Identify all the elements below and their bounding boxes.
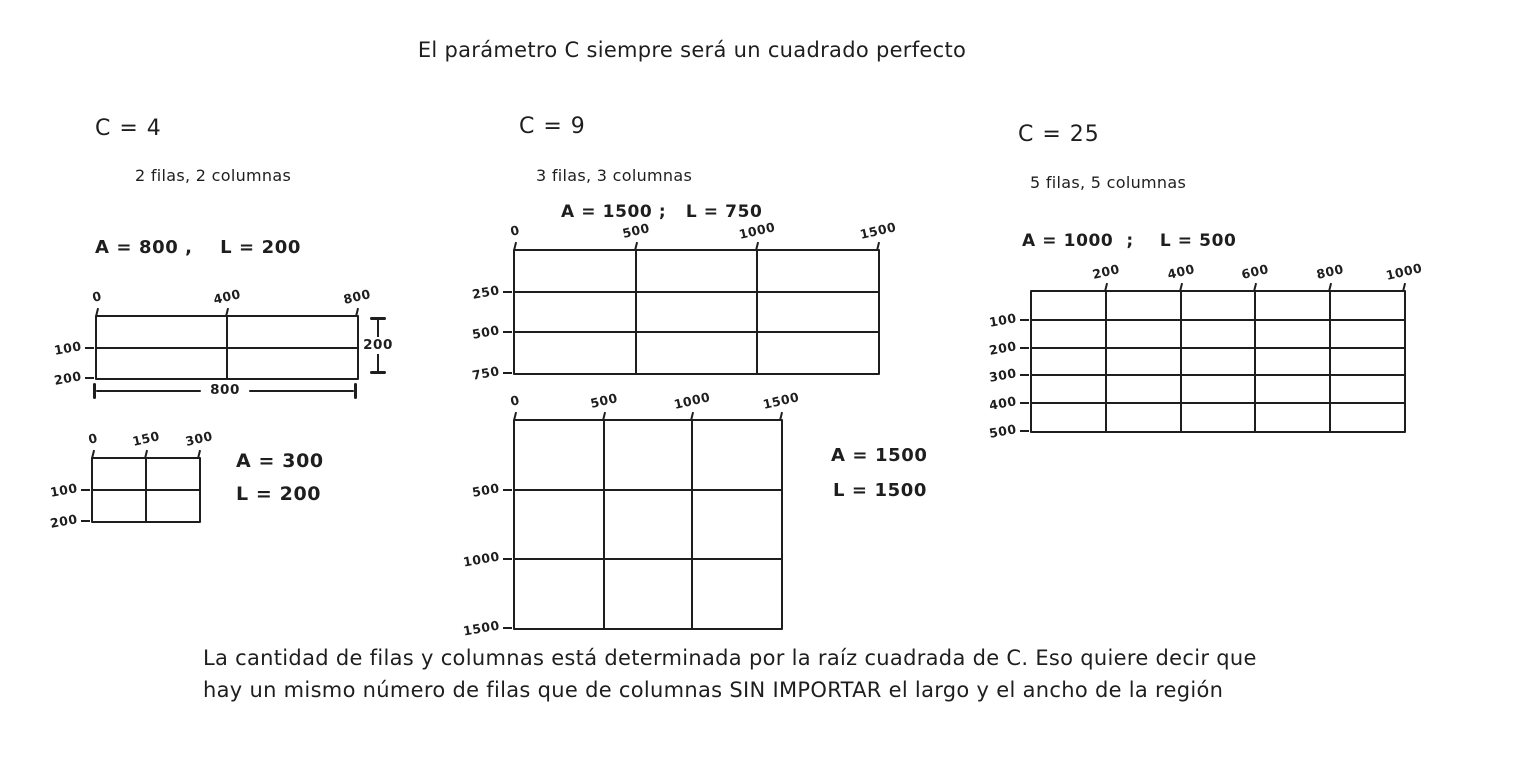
axis-tick: [602, 412, 606, 421]
axis-tick-label: 0: [508, 222, 522, 239]
grid-line-horizontal: [1032, 374, 1404, 376]
grid-line-vertical: [691, 421, 693, 628]
axis-tick: [1179, 283, 1183, 292]
axis-tick-label: 100: [53, 337, 84, 358]
dimension-cap: [354, 383, 357, 399]
grid-line-horizontal: [97, 347, 357, 349]
c4-height-dimension-label: 200: [363, 336, 393, 353]
axis-tick: [755, 242, 759, 251]
axis-tick: [513, 412, 517, 421]
c4-width-dimension-label: 800: [210, 382, 240, 399]
grid-line-horizontal: [515, 558, 781, 560]
grid-line-horizontal: [515, 331, 878, 333]
axis-tick: [95, 308, 99, 317]
axis-tick-label: 1000: [672, 389, 713, 412]
c9-params-label: A = 1500 ; L = 750: [561, 202, 763, 222]
axis-tick: [1020, 402, 1029, 404]
grid-line-vertical: [635, 251, 637, 373]
c25-grid: [988, 260, 1424, 441]
c9-label: C = 9: [519, 114, 586, 139]
c4-rows-cols-label: 2 filas, 2 columnas: [135, 166, 292, 185]
axis-tick: [85, 347, 94, 349]
axis-tick: [91, 450, 95, 459]
c4-main-grid: [53, 286, 373, 388]
axis-tick-label: 200: [53, 368, 84, 388]
axis-tick-label: 0: [86, 430, 100, 447]
axis-tick-label: 100: [49, 480, 80, 500]
axis-tick: [1020, 319, 1029, 321]
axis-tick: [1020, 430, 1029, 432]
axis-tick-label: 200: [1091, 261, 1122, 282]
axis-tick: [1253, 283, 1257, 292]
grid-line-horizontal: [515, 291, 878, 293]
axis-tick: [144, 450, 148, 459]
c4-params-label: A = 800 , L = 200: [95, 237, 301, 258]
axis-tick-label: 500: [988, 421, 1019, 441]
grid-line-vertical: [1105, 292, 1107, 431]
axis-tick-label: 1000: [462, 548, 502, 570]
footer-line-1: La cantidad de filas y columnas está determinada por la raíz cuadrada de C. Eso quiere decir que: [203, 646, 1257, 670]
axis-tick-label: 100: [988, 310, 1019, 330]
axis-tick-label: 600: [1240, 261, 1271, 282]
axis-tick: [355, 308, 359, 317]
axis-tick-label: 150: [130, 428, 162, 449]
axis-tick-label: 400: [1165, 261, 1196, 282]
axis-tick-label: 1000: [1384, 260, 1424, 283]
c4-label: C = 4: [95, 116, 162, 141]
grid-line-vertical: [603, 421, 605, 628]
axis-tick-label: 500: [471, 322, 502, 343]
axis-tick-label: 200: [988, 337, 1019, 358]
axis-tick-label: 0: [508, 392, 522, 409]
grid-line-horizontal: [515, 489, 781, 491]
grid-line-horizontal: [1032, 402, 1404, 404]
c4-small-grid-length-label: L = 200: [236, 483, 322, 505]
grid-line-vertical: [1180, 292, 1182, 431]
c25-params-label: A = 1000 ; L = 500: [1022, 231, 1237, 251]
axis-tick-label: 400: [988, 393, 1019, 413]
axis-tick-label: 500: [471, 480, 502, 500]
c4-small-grid-area-label: A = 300: [236, 450, 324, 472]
c4-width-dimension: [93, 382, 357, 400]
axis-tick: [876, 242, 880, 251]
axis-tick-label: 800: [1314, 261, 1345, 282]
grid-line-vertical: [1329, 292, 1331, 431]
axis-tick: [1020, 347, 1029, 349]
axis-tick-label: 500: [620, 220, 652, 241]
axis-tick-label: 1000: [737, 219, 777, 242]
axis-tick: [225, 308, 229, 317]
axis-tick-label: 500: [588, 390, 619, 411]
axis-tick: [197, 450, 201, 459]
axis-tick: [1328, 283, 1332, 292]
c4-height-dimension: [359, 317, 397, 374]
c9-wide-grid: [471, 219, 898, 383]
page-title: El parámetro C siempre será un cuadrado perfecto: [417, 38, 967, 62]
axis-tick-label: 300: [183, 428, 215, 449]
axis-tick: [503, 331, 512, 333]
axis-tick: [690, 412, 694, 421]
c9-square-grid-area-label: A = 1500: [831, 445, 928, 466]
grid-line-horizontal: [1032, 347, 1404, 349]
axis-tick-label: 800: [341, 286, 373, 307]
dimension-line: [96, 390, 201, 393]
axis-tick-label: 250: [471, 281, 502, 302]
c4-small-grid: [49, 428, 215, 531]
axis-tick-label: 1500: [858, 219, 898, 242]
axis-tick: [503, 291, 512, 293]
axis-tick-label: 200: [49, 511, 80, 531]
axis-tick-label: 750: [471, 363, 502, 383]
axis-tick: [503, 558, 512, 560]
dimension-line: [249, 390, 354, 393]
c25-label: C = 25: [1018, 122, 1100, 147]
axis-tick: [779, 412, 783, 421]
footer-note: [203, 642, 1257, 706]
axis-tick: [85, 377, 94, 379]
axis-tick-label: 400: [211, 286, 243, 307]
axis-tick: [503, 627, 512, 629]
dimension-line: [377, 320, 380, 337]
axis-tick: [634, 242, 638, 251]
axis-tick-label: 1500: [761, 389, 801, 412]
axis-tick-label: 0: [90, 288, 104, 305]
axis-tick-label: 1500: [462, 617, 502, 639]
axis-tick: [81, 489, 90, 491]
grid-line-vertical: [1254, 292, 1256, 431]
axis-tick: [503, 489, 512, 491]
c9-square-grid-length-label: L = 1500: [833, 480, 927, 501]
axis-tick-label: 300: [988, 365, 1019, 386]
axis-tick: [503, 372, 512, 374]
grid-line-horizontal: [93, 489, 199, 491]
grid-line-horizontal: [1032, 319, 1404, 321]
c9-square-grid: [462, 389, 801, 639]
axis-tick: [81, 520, 90, 522]
axis-tick: [1402, 283, 1406, 292]
dimension-cap: [370, 371, 386, 374]
axis-tick: [513, 242, 517, 251]
axis-tick: [1020, 374, 1029, 376]
footer-line-2: hay un mismo número de filas que de columnas SIN IMPORTAR el largo y el ancho de la región: [203, 678, 1224, 702]
c25-rows-cols-label: 5 filas, 5 columnas: [1030, 173, 1187, 192]
grid-line-vertical: [756, 251, 758, 373]
axis-tick: [1104, 283, 1108, 292]
dimension-line: [377, 354, 380, 371]
c9-rows-cols-label: 3 filas, 3 columnas: [536, 166, 693, 185]
